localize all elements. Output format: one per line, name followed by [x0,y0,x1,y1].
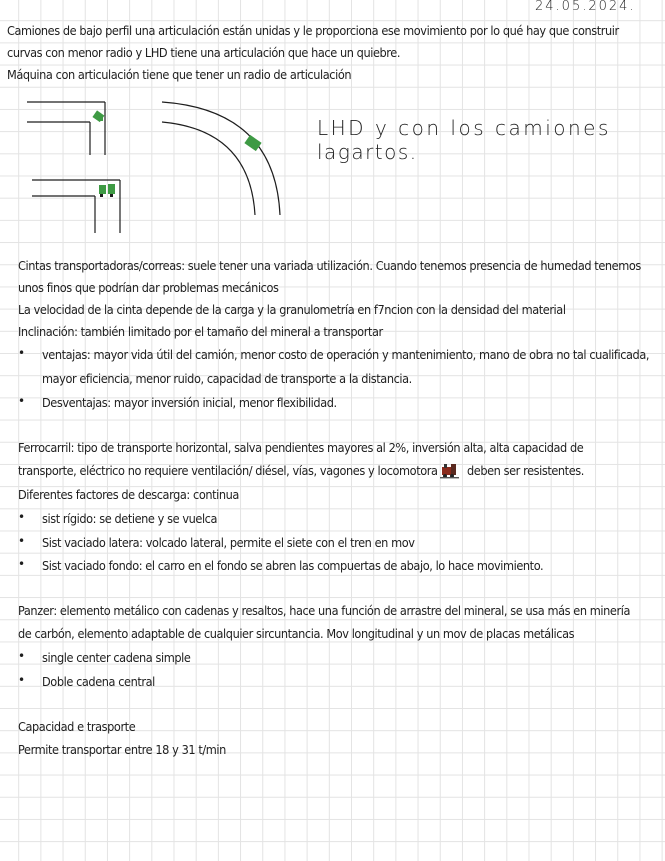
cintas-ventajas-line-2: mayor eficiencia, menor ruido, capacidad de transporte a la distancia. [42,372,412,386]
bullet-marker: • [18,649,26,663]
bullet-marker: • [18,557,26,571]
ferro-bullet-3: Sist vaciado fondo: el carro en el fondo se abren las compuertas de abajo, lo hace movimiento. [42,559,544,573]
ferro-bullet-2: Sist vaciado latera: volcado lateral, permite el siete con el tren en mov [42,536,415,550]
panzer-line-1: Panzer: elemento metálico con cadenas y resaltos, hace una función de arrastre del mineral, se usa más en minería [18,604,630,618]
bullet-marker: • [18,394,26,408]
truck-vehicle-icon [99,184,115,197]
capacidad-title: Capacidad e trasporte [18,720,136,734]
bullet-marker: • [18,673,26,687]
handnote-line-2: lagartos. [317,140,418,164]
sketch-corridor-2 [30,178,130,238]
locomotive-icon [440,463,460,479]
ferro-line-2b: deben ser resistentes. [467,464,584,478]
cintas-line-3: La velocidad de la cinta depende de la carga y la granulometría en f7ncion con la densidad del material [18,303,566,317]
cintas-line-4: Inclinación: también limitado por el tamaño del mineral a transportar [18,325,383,339]
ferro-line-3: Diferentes factores de descarga: continua [18,488,239,502]
cintas-ventajas-line-1: ventajas: mayor vida útil del camión, menor costo de operación y mantenimiento, mano de obra no tal cualificada, [42,348,650,362]
intro-line-3: Máquina con articulación tiene que tener un radio de articulación [7,68,352,82]
date: 24.05.2024. [535,0,636,14]
intro-line-1: Camiones de bajo perfil una articulación están unidas y le proporciona ese movimiento por lo qué hay que construir [7,24,619,38]
bullet-marker: • [18,346,26,360]
intro-line-2: curvas con menor radio y LHD tiene una articulación que hace un quiebre. [7,46,401,60]
bullet-marker: • [18,510,26,524]
cintas-line-2: unos finos que podrían dar problemas mecánicos [18,281,279,295]
bullet-marker: • [18,534,26,548]
ferro-line-2a: transporte, eléctrico no requiere ventilación/ diésel, vías, vagones y locomotora [18,464,438,478]
panzer-bullet-2: Doble cadena central [42,675,155,689]
handnote-line-1: LHD y con los camiones [317,116,611,140]
capacidad-line-2: Permite transportar entre 18 y 31 t/min [18,743,226,757]
loader-vehicle-icon [92,110,104,122]
cintas-line-1: Cintas transportadoras/correas: suele tener una variada utilización. Cuando tenemos presencia de humedad tenemos [18,259,641,273]
sketch-corridor-1 [25,100,115,160]
sketch-curve [160,100,300,220]
ferro-bullet-1: sist rígido: se detiene y se vuelca [42,512,218,526]
loader-vehicle-icon [244,135,261,151]
panzer-line-2: de carbón, elemento adaptable de cualquier sircuntancia. Mov longitudinal y un mov de placas metálicas [18,627,575,641]
panzer-bullet-1: single center cadena simple [42,651,191,665]
cintas-desventajas: Desventajas: mayor inversión inicial, menor flexibilidad. [42,396,337,410]
ferro-line-1: Ferrocarril: tipo de transporte horizontal, salva pendientes mayores al 2%, inversión alta, alta capacidad de [18,441,584,455]
